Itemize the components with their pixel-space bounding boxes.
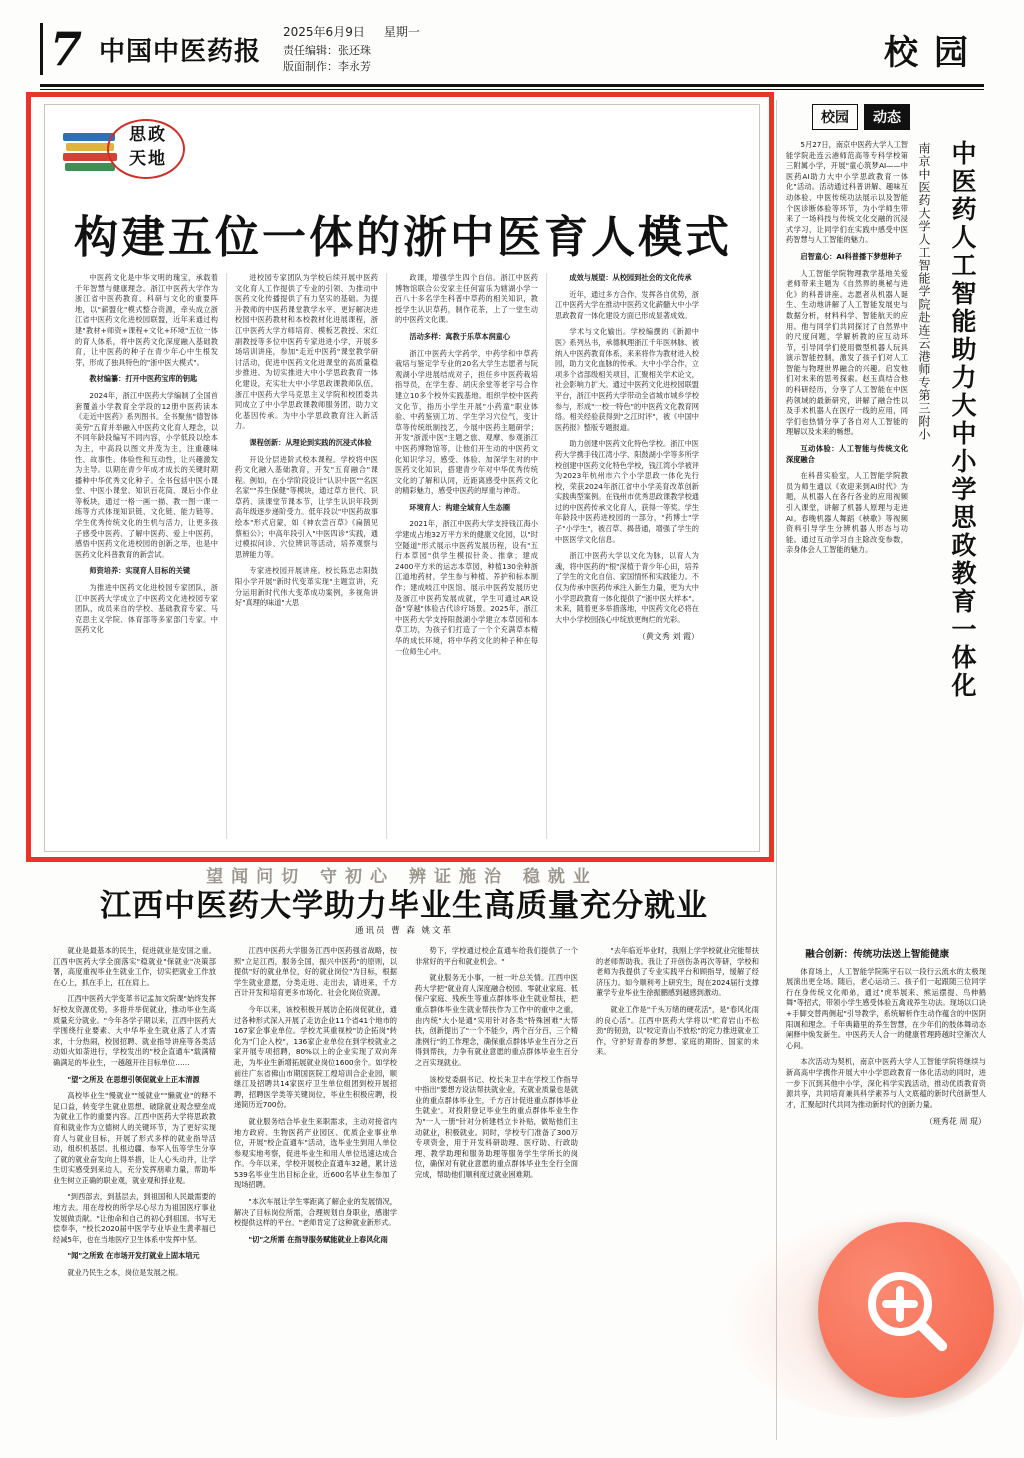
subheading: 教材编纂：打开中医药宝库的钥匙 <box>89 374 198 384</box>
masthead-rule <box>40 84 984 87</box>
bottom-column-4 <box>587 946 768 1446</box>
masthead <box>40 18 984 80</box>
issue-weekday: 星期一 <box>383 24 420 39</box>
tag-news: 动态 <box>864 104 910 130</box>
bottom-columns <box>44 946 768 1446</box>
subheading: 课程创新：从理论到实践的沉浸式体验 <box>249 437 372 447</box>
bottom-kicker: 望闻问切 守初心 辨证施治 稳就业 <box>206 867 598 887</box>
subheading: "切"之所需 在指导服务赋能就业上春风化雨 <box>248 1234 388 1244</box>
issue-number-box <box>40 23 89 75</box>
paragraph: "到西部去，到基层去，到祖国和人民最需要的地方去。用在母校的所学尽心尽力为祖国医疗事业发展做贡献。"让他命和自己的初心到祖国、书写无偿奉李，"校长2020届中医学专业毕业生黄孝福已经减5年，也在当地医疗卫生体系中发挥中坚。 <box>53 1192 216 1244</box>
article-columns <box>67 273 739 839</box>
article-column-1 <box>67 273 227 839</box>
issue-number: 7 <box>49 22 82 76</box>
zoom-in-icon <box>858 1262 954 1358</box>
bottom-byline: 通讯员 曹 森 姚文革 <box>354 926 454 936</box>
paragraph: 2024年，浙江中医药大学编制了全国首套覆盖小学教育全学段的12册中医药读本《走近中医药》系列图书。全书聚焦"德智体美劳"五育并举融入中医药文化育人理念，以不同年龄段编写不同内容，小学低段以绘本为主，中高段以图文并茂为主，注重趣味性、故事性、体验性和互动性，让兴趣激发为主导。以期在青少年成才成长的关键时期播种中华优秀文化种子。全书包括中医小课堂、中医小课堂、知识百花筒、课后小作业等板块，通过一格一画一描、教一图一课一练等方式体现知识链、文化链、能力链等。学生优秀传统文化的生机与活力，让更多孩子感受中医药、了解中医药、爱上中医药，感悟中医药文化进校园的创新之举，也是中医药文化科普教育的新尝试。 <box>75 390 218 559</box>
paragraph: 势下，学校通过校企直通车给我们提供了一个非常好的平台和就业机会。" <box>415 946 578 966</box>
paragraph: 进校园专家团队为学校后续开展中医药文化育人工作提供了专业的引领、为推动中医药文化传播提供了有力坚实的基础。为提升教师的中医药课堂教学水平、更好解决进校园中医药教材和本校教材化进展课程，浙江中医药大学方师培育、模板艺教授、宋红副教授等多位中医药专家进进小学，开展多场培训讲座，参加"走近中医药"课堂教学研讨活动，促进中医药文化进课堂的高质量稳步推进。为切实推进大中小学思政教育一体化建设，充实壮大中小学思政课教师队伍，浙江中医药大学马克思主义学院和校团委共同成立了中小学思政课教师服务团，助力文化基因传承。为中小学思政教育注入新活力。 <box>235 273 378 431</box>
editor-line: 责任编辑：张还珠 <box>283 43 372 57</box>
paragraph: 助力创建中医药文化特色学校。浙江中医药大学携手钱江湾小学、阳鼓湖小学等多所学校创建中医药文化特色学校，钱江湾小学被评为2023年杭州市六个小学思政一体化先行校，荣获2024年浙江省中小学美育改革创新实践典型案例。在钱州市优秀思政课教学校通过的中医药传承文化育人，获得一等奖。学生年龄段中医药进校园的一部分，"药博士"学子"小学生"，被召草、揭普通，增强了学生的中医医学文化信息。 <box>555 439 699 544</box>
paragraph: 中医药文化是中华文明的瑰宝，承载着千年智慧与健康理念。浙江中医药大学作为浙江省中医药教育、科研与文化的重要阵地，以"薪盟化"模式整合资源，牵头成立浙江省中医药文化进校园联盟，近年来通过构建"教材+师资+课程+文化+环境"五位一体的育人体系，将中医药文化深度融入基础教育，让中医药的种子在青少年心中生根发芽，形成了独具特色的"浙中医大模式"。 <box>75 273 218 367</box>
paragraph: 为推进中医药文化进校园专家团队，浙江中医药大学成立了中医药文化进校园专家团队，成员来自的学校、基础教育专家、马克思主义学院、体育部等多家部门专家。中医药文化 <box>75 583 218 635</box>
right-feature <box>786 100 986 860</box>
bottom-column-1 <box>44 946 225 1446</box>
paper-name: 中国中医药报 <box>99 36 262 67</box>
article-byline: （黄文秀 刘 霞） <box>637 632 699 642</box>
subheading: "望"之所及 在思想引领促就业上正本清源 <box>67 1074 200 1084</box>
right-feature-subtitle: 南京中医药大学人工智能学院赴连云港师专第三附小 <box>917 142 931 441</box>
paragraph: 高校毕业生"慢就业""缓就业""懒就业"的释不足口益，转变学生就业思想、破除就业观念壁垒成为就业工作的重要内容。江西中医药大学将思政教育和就业作为立德树人的关键环节，为了更好实现育人与就业目标，开展了形式多样的就业指导活动，组织机基层、扎根边疆、参军入伍等学生分享了就的就业奋发向上得举措，让人心头动并，让学生切实感受到来边人，充分发挥朋辈力量，帮助毕业生树立正确的职业观，就业观和择业观。 <box>53 1091 216 1185</box>
paragraph: 5月27日，南京中医药大学人工智能学院赴连云港师范高等专科学校第三附属小学，开展"童心筑梦AI——中医药AI助力大中小学思政教育一体化"活动。活动通过科普讲解、趣味互动体验、中医传统功法展示以及智能个医诊断体验等环节，为小学师生带来了一场科技与传统文化交融的沉浸式学习，让同学们在实践中感受中医药智慧与人工智能的魅力。 <box>786 140 908 245</box>
paragraph: 在科普实验室，人工智能学院教员为师生通以《欢迎来到AI时代》为题，从机器人在各行各业的应用视频引入课堂，讲解了机器人原理与走进AI。春晚机器人舞蹈《秧歌》等视频资料引导学生分辨机器人形态与功能。通过互动学习自主除改变参数，亲身体会人工智能的魅力。 <box>786 471 908 555</box>
paragraph: 今年以来，该校积极开展访企拓岗促就业，通过各种形式深入开展了走访企业11个省41个地市的167家企事业单位。学校尤其重视校"访企拓岗"转化为"门企入校"，136家企业单位在到学校就业之家开展专项招聘，80%以上的企业实现了双向奔赴，为毕业生新增拓展就业岗位1600余个。如学校前往广东省佛山市期国医院工煌培训合企业园，顺继江及招聘共14家医疗卫生单位组团到校开展招聘，招聘医学类等关键岗位，毕业生积极应聘，投递简历近700份。 <box>234 1004 397 1110</box>
paragraph: 浙江中医药大学药学、中药学和中草药栽培与鉴定学专业的20名大学生志愿者与阮观湖小学进展结成对子，担任乡中医药栽培指导员，在学生春、胡庆余堂等老字号合作建立10多个校外实践基地。组织学校中医药文化节，指历小学生开展"小药童"职业体验、中药鉴别工坊、学生学习穴位气，变计草等传统纸制技艺，今展中医药主题研学；开发"浙派中医"主题之旅、观摩、参观浙江中医药博物馆等，让他们开生动的中医药文化知识学习，感受、体验、加深学生对的中医药文化知识，搭建青少年对中华优秀传统文化的了解和认同，近距离感受中医药文化的精彩魅力，感受中医药的厚重与神奇。 <box>395 348 538 496</box>
subheading: 环境育人：构建全域育人生态圈 <box>409 502 511 512</box>
paragraph: 江西中医药大学变革书记孟加文院课"始终发挥好校友资源优势，多措并举促就业，推动毕业生高质量充分就业。"今年各学子期以来，江西中医药大学围绕行业要素、大中华毕业生就业落了人才需求，十分热闹，校园招聘、就业指导讲座等各类活动如火如荼进行，学校发出的"校企直通车"载满精确满足的毕业生，一越越开往目标单位…… <box>53 994 216 1067</box>
paragraph: 体育场上，人工智能学院陈宇石以一段行云流水的太极现展演出更全场。随后，老心运动三、孩子们一起跟随三位同学行在身传统文化师弟，通过"虎举展来、熊运摆提、鸟伸鹤舞"等招式，带领小学生感受体验五禽戏养生功法。现场以口诀+手脚交替两侧起"引导教学，系统解析作生动作蕴含的中医阴阳调和理念。千年典籍里的养生智慧，在少年们的肢体舞动态阐释中焕发新生。中医药天人合一的健康哲理跨越时空渐次人心间。 <box>786 966 986 1050</box>
paragraph: 就业乃民生之本，岗位是发展之根。 <box>67 1268 183 1278</box>
paragraph: 专家进校园开展讲座。校长陈忠志阳鼓阳小学开展"新时代变革实现"主题宣讲，充分运用新时代伟大变革成功案例，多视角讲好"真理的味道"大思 <box>235 566 378 608</box>
feature-article <box>44 104 760 852</box>
article-column-4 <box>547 273 707 839</box>
paragraph: 本次活动为契机，南京中医药大学人工智能学院将继续与新高高中学携作开展大中小学思政教育一体化活动的同时，进一步下沉到其他中小学，深化科学实践活动，推动优质教育资源共享，共同培育兼具科学素养与人文底蕴的新时代创新型人才，汇聚起时代共同为推动新时代的创新力量。 <box>786 1057 986 1109</box>
paragraph: 就业服务无小事，一桩一叶总关情。江西中医药大学把"就业育人深度融合校园、零就业家庭、低保户家庭、残疾生等重点群体毕业生就业帮扶，把重点群体毕业生就业帮扶作为工作中的重中之重，由内统"大小是通"实用针对各类"特殊困难"大帮扶，创新提出了"一个不能少，两个百分百，三个精准例行"的工作理念，确保重点群体毕业生百分之百得到帮扶，力争有就业意愿的重点群体毕业生百分之百实现就业。 <box>415 973 578 1067</box>
paragraph: 该校党委副书记、校长朱卫丰在学校工作指导中指出"要想方设法帮扶就业业，充就业质量也是就业的重点群体毕业生，千方百计促进重点群体毕业生就业'。对投附登记毕业生的重点群体毕业生作为"一人一册"针对分析建档立卡补贴，做贴他们主动就业，积极就业。同时，学校专门准备了300万专项资金，用于开发科研助理、医疗助、行政助理、教学助理和服务助理等服务学生学所长的岗位，确保对有就业意愿的重点群体毕业生全行全面完成，帮助他们顺利度过就业困难期。 <box>415 1074 578 1179</box>
paragraph: 学术与文化输出。学校编撰的《新源中医》系列丛书，承德枫理浙江千年医林脉、被纳入中医药教育体系，来来将作为教材进入校园，助力文化血脉的传承。大中小学合作，立项多个省部级相关项目，汇聚相关学术论文，社会影响力扩大。通过中医药文化进校园联盟平台，浙江中医药大学带动全省城市城乡学校参与，形成"一校一特色"的中医药文化教育网络。相关经验获得到"之江时评"，被《中国中医药报》整版专题报道。 <box>555 327 699 432</box>
paragraph: 就业是最基本的民生，促进就业是安国之重。江西中医药大学全面落实"稳就业"保就业"决策部署，高度重视毕业生就业工作，切实把就业工作放在心上，抓在手上，扛在肩上。 <box>53 946 216 987</box>
badge-text <box>119 123 177 171</box>
subheading: 互动体验：人工智能与传统文化深度融合 <box>786 444 908 464</box>
paragraph: "本次车展让学生零距离了解企业的发展情况，解决了目标岗位所需，合理规划自身职业，感谢学校提供这样的平台。"老师肯定了这种就业新形式。 <box>234 1197 397 1228</box>
issue-meta <box>283 23 420 76</box>
layout-line: 版面制作：李永芳 <box>283 60 372 73</box>
paragraph: 江西中医药大学服务江西中医药强省战略，按照"立足江西，服务全国，振兴中医药"的原则，以提供"好的就业单位，好的就业岗位"为目标，根据学生就业意愿，分类走进、走出去，请进来，千方百计开发和培育更多市场化、社会化岗位资源。 <box>234 946 397 998</box>
subheading: 活动多样：寓教于乐草本润童心 <box>409 331 511 341</box>
section-tags <box>812 104 910 130</box>
badge-line2: 天地 <box>129 149 167 169</box>
tag-campus: 校园 <box>812 104 858 130</box>
issue-date: 2025年6月9日 <box>283 24 365 39</box>
masthead-rule-thin <box>40 89 984 90</box>
article-column-2 <box>227 273 387 839</box>
paragraph: 人工智能学院物理教学基地关爱老师带来主题为《自然界的奥秘与进化》的科普讲座。志愿者从机器人诞生、生动地讲解了人工智能发展史与数据分析，材料科学、智能航天的应用。他与同学们共同探讨了自然界中的尺度问题，学解析教的应互动环节，引导同学们使用微型机器人玩具演示智能控制，激发了孩子们对人工智能与物理世界融合的兴趣。启发他们对未来的思考探索。赵玉真结合他的科研经历，分享了人工智能在中医药领域的最新研究，讲解了融合性以及手术机器人在医疗一线的应用，同学们也热情分享了各自对人工智能的理解以及未来的畅想。 <box>786 268 908 437</box>
bottom-column-2 <box>225 946 406 1446</box>
article-column-3 <box>387 273 547 839</box>
paragraph: 就业工作是"千头万绪的硬花活"，是"春风化雨的良心活"。江西中医药大学将以"贮育岩山不松劲"的韧劲，以"咬定青山不放松"的定力推进就业工作，守护好青春的梦想、家庭的期盼、国家的未来。 <box>596 1004 759 1057</box>
zoom-in-button[interactable] <box>818 1222 994 1398</box>
issue-date-line <box>283 23 420 41</box>
paragraph: 2021年，浙江中医药大学支持钱江海小学建成占地32万平方米的健康文化园，以"时空隧道"形式展示中医药发展历程，设有"五行本草园"供学生模拟针灸、推拿；建成2400平方米的运志本草园，种植130余种浙江道地药材，学生参与种植、养护和标本制作；建成岐江中医馆、展示中医药发展历史及浙江中医药发展成就，学生可通过AR设备"穿越"体验古代诊疗场景。2025年，浙江中医药大学支持阳鼓湖小学建立本草园和本草工坊，为孩子们打造了一个个充满草本精华的成长环境，将中华药文化的种子种在每一位师生心中。 <box>395 519 538 656</box>
subheading: 成效与展望：从校园到社会的文化传承 <box>569 273 692 282</box>
paragraph: 开设分层进阶式校本课程。学校将中医药文化融入基础教育，开发"五育融合"课程。例如，在小学阶段设计"认识中医""名医名家""养生保健"等模块，通过草方世代、识草药、读课堂节课本节，让学生认识年段到高年级逐步递阶受力。低年段以"中医药故事绘本"形式启蒙，如《神农尝百草》《扁鹊见蔡桓公》；中高年段引入"中医四诊"实践，通过模拟问诊、穴位辨识等活动，培养观察与思辨能力等。 <box>235 454 378 559</box>
paragraph: 浙江中医药大学以文化为脉，以育人为魂，将中医药的"根"深植于青少年心田，培养了学生的文化自信、家国情怀和实践能力。不仅为传承中医药传承注入新生力量，更为大中小学思政教育一体化提供了"浙中医大样本"。未来，随着更多举措落地，中医药文化必将在大中小学校园孩心中绽放更绚烂的光彩。 <box>555 551 699 624</box>
right-feature-title: 中医药人工智能助力大中小学思政教育一体化 <box>948 140 977 700</box>
subheading: 融合创新：传统功法送上智能健康 <box>805 949 950 960</box>
paragraph: 政课，增强学生四个自信。浙江中医药博物馆联合公安家主任何富乐为辖湖小学一百八十多名学生科普中草药的相关知识，教授学生认识草药，制作花茶，上了一堂生动的中医药文化课。 <box>395 273 538 325</box>
paragraph: 近年，通过多方合作、发挥各自优势，浙江中医药大学在推动中医药文化薪髓大中小学思政教育一体化建设方面已形成显著成效。 <box>555 289 699 320</box>
bottom-headline: 江西中医药大学助力毕业生高质量充分就业 <box>100 888 708 924</box>
article-headline: 构建五位一体的浙中医育人模式 <box>74 212 732 263</box>
bottom-column-3 <box>406 946 587 1446</box>
right-feature-byline: （班秀花 周 琨） <box>924 1117 986 1127</box>
column-badge <box>63 119 253 177</box>
subheading: 师资培养：实现育人目标的关键 <box>89 566 191 576</box>
subheading: "闻"之所致 在市场开发打就业上固本培元 <box>67 1251 200 1261</box>
paragraph: 就业服务结合毕业生来职需求，主动对接省内地方政府、生物医药产业园区、优质企业事业单位，开展"校企直通车"活动，选毕业生到用人单位参观实地考察，促进毕业生和用人单位迅速达成合作。今年以来，学校开展校企直通车32趟，累计送539名毕业生出目标企业，近600名毕业生参加了现场招聘。 <box>234 1116 397 1190</box>
badge-line1: 思政 <box>129 125 167 145</box>
section-title: 校园 <box>884 32 984 73</box>
right-feature-body <box>786 140 908 856</box>
paragraph: "去年临近毕业时，我刚上学学校就业完能帮扶的老师帮助我。我让了开创伤条再次等研，学校和老师为我提供了专业实践平台和顾指导，缓解了经济压力。如今顺利考上研究生，现在2024届行支撑董学专业毕业生徐振鹏感到越感到激动。 <box>596 946 759 998</box>
subheading: 启智童心：AI科普播下梦想种子 <box>800 251 903 261</box>
